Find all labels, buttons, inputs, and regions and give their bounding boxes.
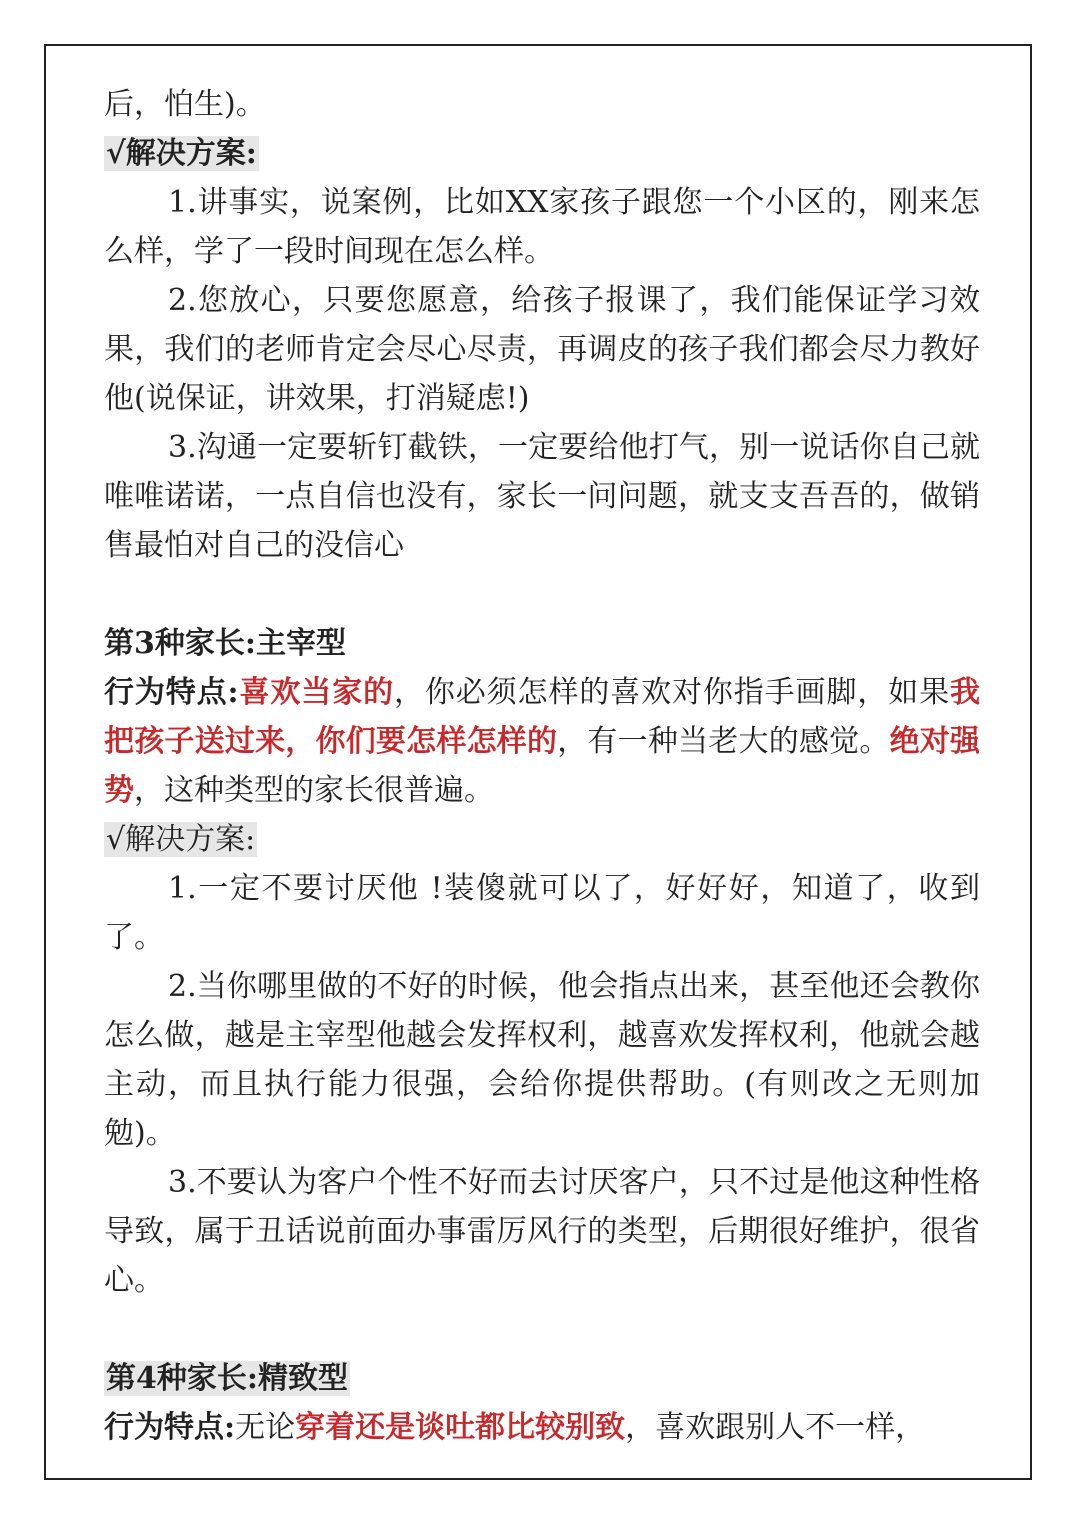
- traits-highlight: 绝对强势: [104, 724, 981, 808]
- section-gap: [104, 570, 980, 619]
- solution-heading-label: √解决方案:: [106, 136, 257, 171]
- traits-text: ，有一种当老大的感觉。: [557, 724, 890, 759]
- solution-heading: [104, 815, 980, 864]
- section-gap: [104, 1305, 980, 1354]
- solution-item-2: 2.您放心，只要您愿意，给孩子报课了，我们能保证学习效果，我们的老师肯定会尽心尽责，再调皮的孩子我们都会尽力教好他(说保证，讲效果，打消疑虑!): [104, 283, 980, 416]
- traits-highlight: 我把孩子送过来，你们要怎样怎样的: [104, 675, 981, 759]
- traits-label: 行为特点:: [104, 675, 239, 710]
- section-3-traits: [104, 668, 980, 815]
- solution-heading-label: √解决方案:: [106, 822, 256, 857]
- traits-text: ，你必须怎样的喜欢对你指手画脚，如果: [393, 675, 951, 710]
- section-4-traits: [104, 1403, 980, 1452]
- traits-highlight: 穿着还是谈吐都比较别致: [295, 1410, 626, 1445]
- traits-text: ，这种类型的家长很普遍。: [134, 773, 494, 808]
- solution-item-2: 2.当你哪里做的不好的时候，他会指点出来，甚至他还会教你怎么做，越是主宰型他越会发挥权利，越喜欢发挥权利，他就会越主动，而且执行能力很强，会给你提供帮助。(有则改之无则加勉)。: [104, 969, 980, 1151]
- section-4-title: [104, 1354, 980, 1403]
- solution-item-1: 1.一定不要讨厌他 !装傻就可以了，好好好，知道了，收到了。: [104, 871, 980, 955]
- section-3-title: 第3种家长:主宰型: [104, 626, 346, 661]
- solution-item-3: 3.沟通一定要斩钉截铁，一定要给他打气，别一说话你自己就唯唯诺诺，一点自信也没有，家长一问问题，就支支吾吾的，做销售最怕对自己的没信心: [104, 430, 980, 563]
- traits-text: ，喜欢跟别人不一样，: [625, 1410, 926, 1445]
- solution-heading: [104, 129, 980, 178]
- solution-item-1: 1.讲事实，说案例，比如XX家孩子跟您一个小区的，刚来怎么样，学了一段时间现在怎么样。: [104, 185, 980, 269]
- section-4-title-label: 第4种家长:精致型: [106, 1361, 348, 1396]
- traits-label: 行为特点:: [104, 1410, 236, 1445]
- solution-item-3: 3.不要认为客户个性不好而去讨厌客户，只不过是他这种性格导致，属于丑话说前面办事雷厉风行的类型，后期很好维护，很省心。: [104, 1165, 980, 1298]
- traits-text: 无论: [235, 1410, 296, 1445]
- intro-line: 后，怕生)。: [104, 87, 266, 122]
- traits-highlight: 喜欢当家的: [238, 675, 394, 710]
- document-body: [104, 80, 980, 1452]
